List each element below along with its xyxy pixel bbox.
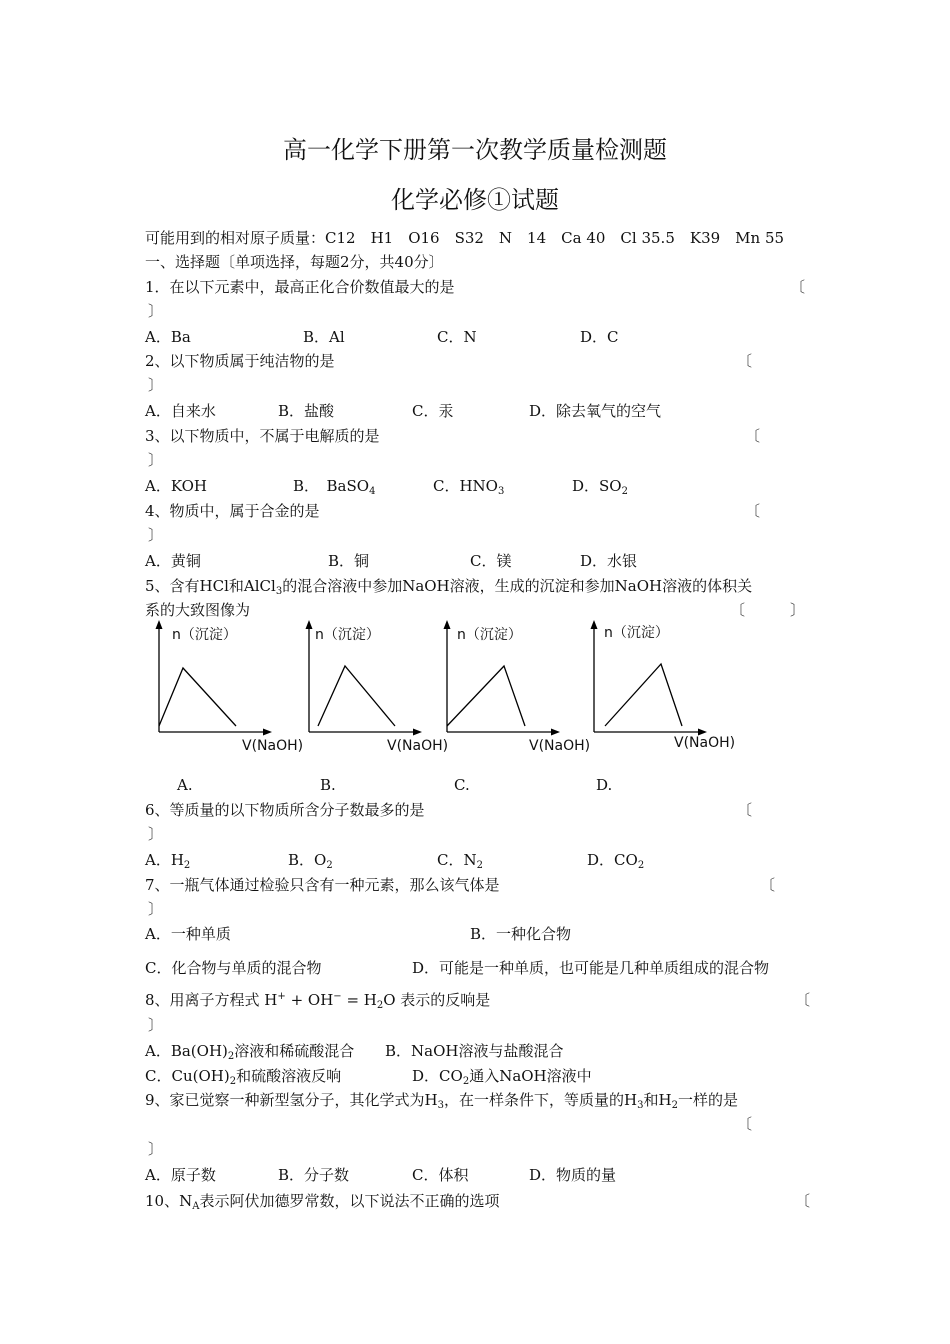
q6-option-a: A．$H_2$ bbox=[145, 851, 191, 871]
q5-stem-line1: 5、含有HCl和AlCl$_3$的混合溶液中参加NaOH溶液，生成的沉淀和参加NaOH溶液的体积关 bbox=[145, 577, 753, 597]
q2-option-b: B．盐酸 bbox=[278, 402, 335, 420]
q3-option-a: A．KOH bbox=[145, 477, 208, 495]
q2-bracket-close: 〕 bbox=[148, 376, 164, 394]
q8-stem: 8、用离子方程式 $H^+ + OH^- = H_2O$ 表示的反响是 bbox=[145, 991, 491, 1011]
q2-bracket-open: 〔 bbox=[737, 352, 753, 370]
q2-option-c: C．汞 bbox=[412, 402, 454, 420]
q7-bracket-close: 〕 bbox=[148, 900, 164, 918]
q7-bracket-open: 〔 bbox=[760, 876, 776, 894]
q1-option-a: A．Ba bbox=[145, 328, 191, 346]
q1-option-b: B．Al bbox=[303, 328, 345, 346]
q4-option-d: D．水银 bbox=[580, 552, 638, 570]
q8-option-b: B．NaOH溶液与盐酸混合 bbox=[385, 1042, 564, 1060]
q4-bracket-close: 〕 bbox=[148, 526, 164, 544]
q4-stem: 4、物质中，属于合金的是 bbox=[145, 502, 320, 520]
q4-bracket-open: 〔 bbox=[745, 502, 761, 520]
q8-bracket-open: 〔 bbox=[795, 991, 811, 1009]
graph-a-xlabel: V(NaOH) bbox=[242, 738, 304, 754]
q9-option-a: A．原子数 bbox=[145, 1166, 216, 1184]
q5-stem-line2: 系的大致图像为 bbox=[145, 601, 251, 619]
q9-stem: 9、家已觉察一种新型氢分子，其化学式为$H_3$，在一样条件下，等质量的$H_3$和$H_2$一样的是 bbox=[145, 1091, 738, 1111]
section-heading: 一、选择题〔单项选择，每题2分，共40分〕 bbox=[145, 253, 444, 271]
q3-option-b: B． BaSO$_4$ bbox=[293, 477, 376, 497]
q5-option-a: A. bbox=[177, 776, 193, 794]
q7-option-b: B．一种化合物 bbox=[470, 925, 572, 943]
q2-stem: 2、以下物质属于纯洁物的是 bbox=[145, 352, 335, 370]
graph-d bbox=[585, 620, 760, 760]
graph-c-ylabel: n（沉淀） bbox=[457, 627, 522, 643]
q2-option-d: D．除去氧气的空气 bbox=[529, 402, 662, 420]
graph-d-xlabel: V(NaOH) bbox=[674, 735, 736, 751]
q2-option-a: A．自来水 bbox=[145, 402, 216, 420]
q3-option-c: C．$HNO_3$ bbox=[433, 477, 505, 497]
graph-a-ylabel: n（沉淀） bbox=[172, 627, 237, 643]
page-subtitle: 化学必修①试题 bbox=[391, 186, 559, 214]
q6-bracket-open: 〔 bbox=[737, 801, 753, 819]
q7-option-c: C．化合物与单质的混合物 bbox=[145, 959, 322, 977]
q4-option-c: C．镁 bbox=[470, 552, 512, 570]
q9-option-b: B．分子数 bbox=[278, 1166, 350, 1184]
q5-option-b: B. bbox=[320, 776, 336, 794]
q3-option-d: D．$SO_2$ bbox=[572, 477, 628, 497]
q9-option-c: C．体积 bbox=[412, 1166, 469, 1184]
q7-option-d: D．可能是一种单质，也可能是几种单质组成的混合物 bbox=[412, 959, 770, 977]
q4-option-b: B．铜 bbox=[328, 552, 370, 570]
graph-a bbox=[150, 620, 325, 760]
page-title: 高一化学下册第一次教学质量检测题 bbox=[283, 136, 667, 164]
q8-bracket-close: 〕 bbox=[148, 1016, 164, 1034]
q3-stem: 3、以下物质中，不属于电解质的是 bbox=[145, 427, 380, 445]
q9-bracket-close: 〕 bbox=[148, 1140, 164, 1158]
graph-b-ylabel: n（沉淀） bbox=[315, 627, 380, 643]
q8-option-c: C．$Cu(OH)_2$和硫酸溶液反响 bbox=[145, 1067, 342, 1087]
graph-d-ylabel: n（沉淀） bbox=[604, 625, 669, 641]
q6-option-c: C．$N_2$ bbox=[437, 851, 483, 871]
q7-option-a: A．一种单质 bbox=[145, 925, 231, 943]
graph-c-xlabel: V(NaOH) bbox=[529, 738, 591, 754]
q9-bracket-open: 〔 bbox=[737, 1115, 753, 1133]
q6-bracket-close: 〕 bbox=[148, 825, 164, 843]
q5-option-d: D. bbox=[596, 776, 613, 794]
q10-stem: 10、$N_A$表示阿伏加德罗常数，以下说法不正确的选项 bbox=[145, 1192, 500, 1212]
q8-option-a: A．$Ba(OH)_2$溶液和稀硫酸混合 bbox=[145, 1042, 355, 1062]
q3-bracket-open: 〔 bbox=[745, 427, 761, 445]
q1-bracket-close: 〕 bbox=[148, 302, 164, 320]
q6-stem: 6、等质量的以下物质所含分子数最多的是 bbox=[145, 801, 425, 819]
q8-option-d: D．$CO_2$通入NaOH溶液中 bbox=[412, 1067, 592, 1087]
q1-bracket-open: 〔 bbox=[790, 278, 806, 296]
q5-bracket: 〔 〕 bbox=[730, 601, 806, 619]
q10-bracket-open: 〔 bbox=[795, 1192, 811, 1210]
q7-stem: 7、一瓶气体通过检验只含有一种元素，那么该气体是 bbox=[145, 876, 500, 894]
q3-bracket-close: 〕 bbox=[148, 451, 164, 469]
q9-option-d: D．物质的量 bbox=[529, 1166, 617, 1184]
q1-option-c: C．N bbox=[437, 328, 477, 346]
graph-b-xlabel: V(NaOH) bbox=[387, 738, 449, 754]
q6-option-b: B．$O_2$ bbox=[288, 851, 333, 871]
q4-option-a: A．黄铜 bbox=[145, 552, 201, 570]
q5-option-c: C. bbox=[454, 776, 470, 794]
q6-option-d: D．$CO_2$ bbox=[587, 851, 645, 871]
atomic-masses: 可能用到的相对原子质量：C12 H1 O16 S32 N 14 Ca 40 Cl 35.5 K39 Mn 55 bbox=[145, 229, 785, 247]
q1-option-d: D．C bbox=[580, 328, 619, 346]
q1-stem: 1．在以下元素中，最高正化合价数值最大的是 bbox=[145, 278, 455, 296]
